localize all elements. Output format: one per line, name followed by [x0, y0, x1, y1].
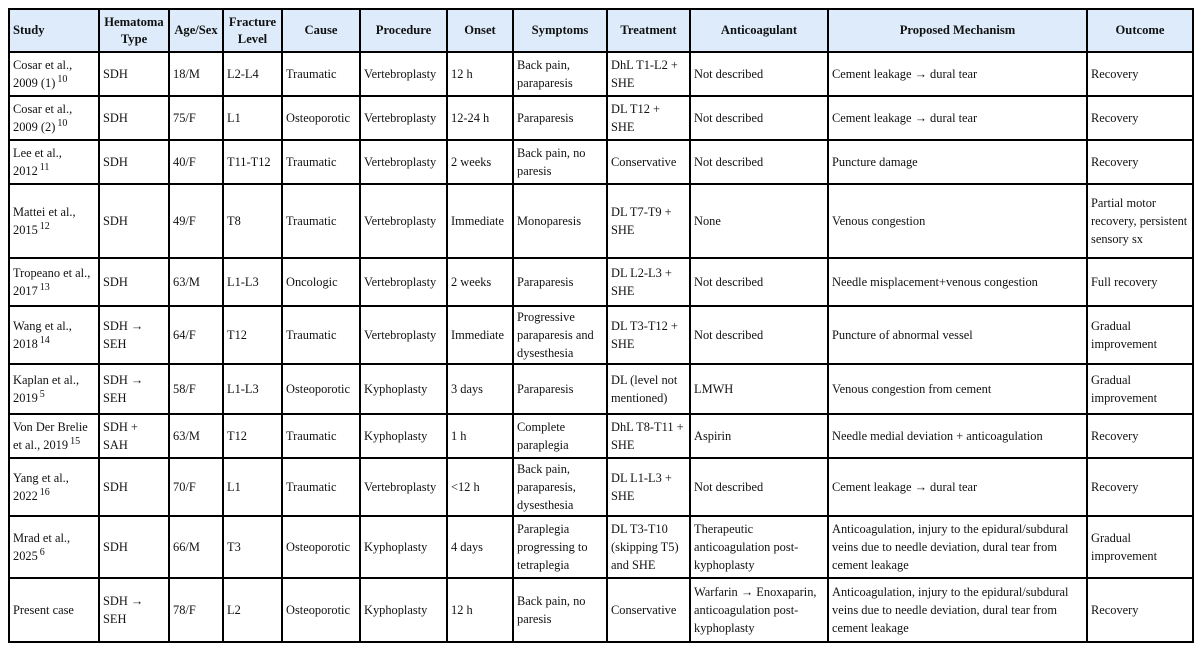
procedure-cell: Kyphoplasty — [360, 414, 447, 458]
proposed-mechanism-cell: Cement leakage → dural tear — [828, 96, 1087, 140]
study-name: Tropeano et al., 2017 — [13, 266, 91, 298]
proposed-mechanism-cell: Puncture damage — [828, 140, 1087, 184]
anticoagulant-cell: Therapeutic anticoagulation post-kyphoplasty — [690, 516, 828, 578]
cause-cell: Osteoporotic — [282, 96, 360, 140]
table-row — [9, 52, 1193, 96]
onset-cell: Immediate — [447, 306, 513, 364]
table-row — [9, 140, 1193, 184]
outcome-cell: Partial motor recovery, persistent sensory sx — [1087, 184, 1193, 258]
hematoma-type-cell: SDH → SEH — [99, 578, 169, 642]
reference-number: 11 — [39, 161, 50, 173]
age-sex-cell: 78/F — [169, 578, 223, 642]
cause-cell: Traumatic — [282, 184, 360, 258]
column-header-treatment: Treatment — [607, 9, 690, 52]
anticoagulant-cell: None — [690, 184, 828, 258]
cause-cell: Traumatic — [282, 458, 360, 516]
symptoms-cell: Paraparesis — [513, 364, 607, 414]
cause-cell: Traumatic — [282, 306, 360, 364]
hematoma-type-cell: SDH — [99, 516, 169, 578]
reference-number: 10 — [57, 73, 68, 85]
outcome-cell: Recovery — [1087, 578, 1193, 642]
symptoms-cell: Back pain, no paresis — [513, 578, 607, 642]
fracture-level-cell: L2 — [223, 578, 282, 642]
study-name: Lee et al., 2012 — [13, 146, 62, 178]
study-name: Mattei et al., 2015 — [13, 205, 76, 237]
procedure-cell: Vertebroplasty — [360, 140, 447, 184]
age-sex-cell: 18/M — [169, 52, 223, 96]
table-row — [9, 184, 1193, 258]
treatment-cell: DL L1-L3 + SHE — [607, 458, 690, 516]
reference-number: 14 — [39, 334, 50, 346]
onset-cell: 3 days — [447, 364, 513, 414]
fracture-level-cell: T3 — [223, 516, 282, 578]
fracture-level-cell: L1-L3 — [223, 364, 282, 414]
study-name: Yang et al., 2022 — [13, 471, 69, 503]
anticoagulant-cell: Not described — [690, 52, 828, 96]
anticoagulant-cell: Not described — [690, 140, 828, 184]
table-header — [9, 9, 1193, 52]
procedure-cell: Kyphoplasty — [360, 516, 447, 578]
study-cell — [9, 140, 99, 184]
cause-cell: Osteoporotic — [282, 516, 360, 578]
proposed-mechanism-cell: Needle misplacement+venous congestion — [828, 258, 1087, 306]
reference-number: 16 — [39, 486, 50, 498]
onset-cell: 2 weeks — [447, 140, 513, 184]
treatment-cell: DhL T1-L2 + SHE — [607, 52, 690, 96]
anticoagulant-cell: Warfarin → Enoxaparin, anticoagulation post-kyphoplasty — [690, 578, 828, 642]
column-header-procedure: Procedure — [360, 9, 447, 52]
column-header-hematoma-type: Hematoma Type — [99, 9, 169, 52]
table-row — [9, 414, 1193, 458]
study-cell — [9, 458, 99, 516]
study-cell — [9, 578, 99, 642]
symptoms-cell: Paraparesis — [513, 258, 607, 306]
study-name: Cosar et al., 2009 (1) — [13, 58, 73, 90]
study-name: Wang et al., 2018 — [13, 319, 72, 351]
age-sex-cell: 75/F — [169, 96, 223, 140]
age-sex-cell: 40/F — [169, 140, 223, 184]
study-cell — [9, 516, 99, 578]
reference-number: 5 — [39, 388, 45, 400]
study-cell — [9, 258, 99, 306]
reference-number: 13 — [39, 281, 50, 293]
anticoagulant-cell: LMWH — [690, 364, 828, 414]
hematoma-type-cell: SDH — [99, 458, 169, 516]
proposed-mechanism-cell: Needle medial deviation + anticoagulation — [828, 414, 1087, 458]
proposed-mechanism-cell: Anticoagulation, injury to the epidural/subdural veins due to needle deviation, dural tear from cement leakage — [828, 578, 1087, 642]
study-cell — [9, 364, 99, 414]
procedure-cell: Vertebroplasty — [360, 52, 447, 96]
onset-cell: 12 h — [447, 578, 513, 642]
age-sex-cell: 63/M — [169, 414, 223, 458]
cause-cell: Traumatic — [282, 140, 360, 184]
column-header-outcome: Outcome — [1087, 9, 1193, 52]
study-name: Mrad et al., 2025 — [13, 531, 71, 563]
column-header-fracture-level: Fracture Level — [223, 9, 282, 52]
anticoagulant-cell: Not described — [690, 458, 828, 516]
onset-cell: 12-24 h — [447, 96, 513, 140]
table-body — [9, 52, 1193, 642]
proposed-mechanism-cell: Venous congestion — [828, 184, 1087, 258]
treatment-cell: DL T7-T9 + SHE — [607, 184, 690, 258]
study-cell — [9, 414, 99, 458]
outcome-cell: Recovery — [1087, 140, 1193, 184]
onset-cell: <12 h — [447, 458, 513, 516]
fracture-level-cell: L1 — [223, 96, 282, 140]
table-row — [9, 96, 1193, 140]
hematoma-type-cell: SDH — [99, 184, 169, 258]
table-row — [9, 458, 1193, 516]
proposed-mechanism-cell: Puncture of abnormal vessel — [828, 306, 1087, 364]
procedure-cell: Vertebroplasty — [360, 306, 447, 364]
symptoms-cell: Back pain, paraparesis, dysesthesia — [513, 458, 607, 516]
treatment-cell: Conservative — [607, 578, 690, 642]
hematoma-type-cell: SDH → SEH — [99, 364, 169, 414]
outcome-cell: Recovery — [1087, 414, 1193, 458]
procedure-cell: Vertebroplasty — [360, 96, 447, 140]
outcome-cell: Gradual improvement — [1087, 516, 1193, 578]
study-name: Present case — [13, 603, 74, 617]
anticoagulant-cell: Aspirin — [690, 414, 828, 458]
table-row — [9, 516, 1193, 578]
column-header-age-sex: Age/Sex — [169, 9, 223, 52]
anticoagulant-cell: Not described — [690, 306, 828, 364]
cause-cell: Traumatic — [282, 52, 360, 96]
proposed-mechanism-cell: Cement leakage → dural tear — [828, 52, 1087, 96]
hematoma-type-cell: SDH — [99, 52, 169, 96]
fracture-level-cell: L1 — [223, 458, 282, 516]
symptoms-cell: Back pain, paraparesis — [513, 52, 607, 96]
treatment-cell: DL (level not mentioned) — [607, 364, 690, 414]
fracture-level-cell: L1-L3 — [223, 258, 282, 306]
fracture-level-cell: L2-L4 — [223, 52, 282, 96]
age-sex-cell: 63/M — [169, 258, 223, 306]
cause-cell: Oncologic — [282, 258, 360, 306]
age-sex-cell: 58/F — [169, 364, 223, 414]
cause-cell: Osteoporotic — [282, 578, 360, 642]
onset-cell: 2 weeks — [447, 258, 513, 306]
reference-number: 6 — [39, 546, 45, 558]
treatment-cell: DhL T8-T11 + SHE — [607, 414, 690, 458]
treatment-cell: DL T3-T12 + SHE — [607, 306, 690, 364]
symptoms-cell: Paraplegia progressing to tetraplegia — [513, 516, 607, 578]
hematoma-type-cell: SDH — [99, 140, 169, 184]
cause-cell: Traumatic — [282, 414, 360, 458]
fracture-level-cell: T12 — [223, 306, 282, 364]
case-comparison-table — [8, 8, 1194, 643]
age-sex-cell: 49/F — [169, 184, 223, 258]
treatment-cell: Conservative — [607, 140, 690, 184]
fracture-level-cell: T12 — [223, 414, 282, 458]
hematoma-type-cell: SDH → SEH — [99, 306, 169, 364]
treatment-cell: DL L2-L3 + SHE — [607, 258, 690, 306]
outcome-cell: Recovery — [1087, 96, 1193, 140]
study-cell — [9, 52, 99, 96]
symptoms-cell: Back pain, no paresis — [513, 140, 607, 184]
table-row — [9, 364, 1193, 414]
treatment-cell: DL T3-T10 (skipping T5) and SHE — [607, 516, 690, 578]
reference-number: 15 — [70, 435, 81, 447]
procedure-cell: Kyphoplasty — [360, 364, 447, 414]
column-header-study: Study — [9, 9, 99, 52]
age-sex-cell: 66/M — [169, 516, 223, 578]
study-cell — [9, 184, 99, 258]
outcome-cell: Recovery — [1087, 458, 1193, 516]
onset-cell: 1 h — [447, 414, 513, 458]
anticoagulant-cell: Not described — [690, 96, 828, 140]
symptoms-cell: Complete paraplegia — [513, 414, 607, 458]
treatment-cell: DL T12 + SHE — [607, 96, 690, 140]
outcome-cell: Recovery — [1087, 52, 1193, 96]
table-row — [9, 306, 1193, 364]
outcome-cell: Gradual improvement — [1087, 364, 1193, 414]
outcome-cell: Gradual improvement — [1087, 306, 1193, 364]
procedure-cell: Vertebroplasty — [360, 458, 447, 516]
column-header-onset: Onset — [447, 9, 513, 52]
onset-cell: 12 h — [447, 52, 513, 96]
study-name: Von Der Brelie et al., 2019 — [13, 420, 88, 452]
header-row — [9, 9, 1193, 52]
age-sex-cell: 70/F — [169, 458, 223, 516]
study-cell — [9, 96, 99, 140]
study-name: Cosar et al., 2009 (2) — [13, 102, 73, 134]
procedure-cell: Kyphoplasty — [360, 578, 447, 642]
proposed-mechanism-cell: Anticoagulation, injury to the epidural/subdural veins due to needle deviation, dural tear from cement leakage — [828, 516, 1087, 578]
study-cell — [9, 306, 99, 364]
reference-number: 12 — [39, 220, 50, 232]
procedure-cell: Vertebroplasty — [360, 184, 447, 258]
hematoma-type-cell: SDH + SAH — [99, 414, 169, 458]
proposed-mechanism-cell: Cement leakage → dural tear — [828, 458, 1087, 516]
column-header-proposed-mechanism: Proposed Mechanism — [828, 9, 1087, 52]
symptoms-cell: Paraparesis — [513, 96, 607, 140]
anticoagulant-cell: Not described — [690, 258, 828, 306]
onset-cell: Immediate — [447, 184, 513, 258]
fracture-level-cell: T11-T12 — [223, 140, 282, 184]
column-header-symptoms: Symptoms — [513, 9, 607, 52]
outcome-cell: Full recovery — [1087, 258, 1193, 306]
reference-number: 10 — [57, 117, 68, 129]
hematoma-type-cell: SDH — [99, 96, 169, 140]
table-row — [9, 578, 1193, 642]
symptoms-cell: Progressive paraparesis and dysesthesia — [513, 306, 607, 364]
symptoms-cell: Monoparesis — [513, 184, 607, 258]
onset-cell: 4 days — [447, 516, 513, 578]
column-header-cause: Cause — [282, 9, 360, 52]
table-row — [9, 258, 1193, 306]
cause-cell: Osteoporotic — [282, 364, 360, 414]
column-header-anticoagulant: Anticoagulant — [690, 9, 828, 52]
hematoma-type-cell: SDH — [99, 258, 169, 306]
fracture-level-cell: T8 — [223, 184, 282, 258]
age-sex-cell: 64/F — [169, 306, 223, 364]
proposed-mechanism-cell: Venous congestion from cement — [828, 364, 1087, 414]
study-name: Kaplan et al., 2019 — [13, 373, 80, 405]
procedure-cell: Vertebroplasty — [360, 258, 447, 306]
